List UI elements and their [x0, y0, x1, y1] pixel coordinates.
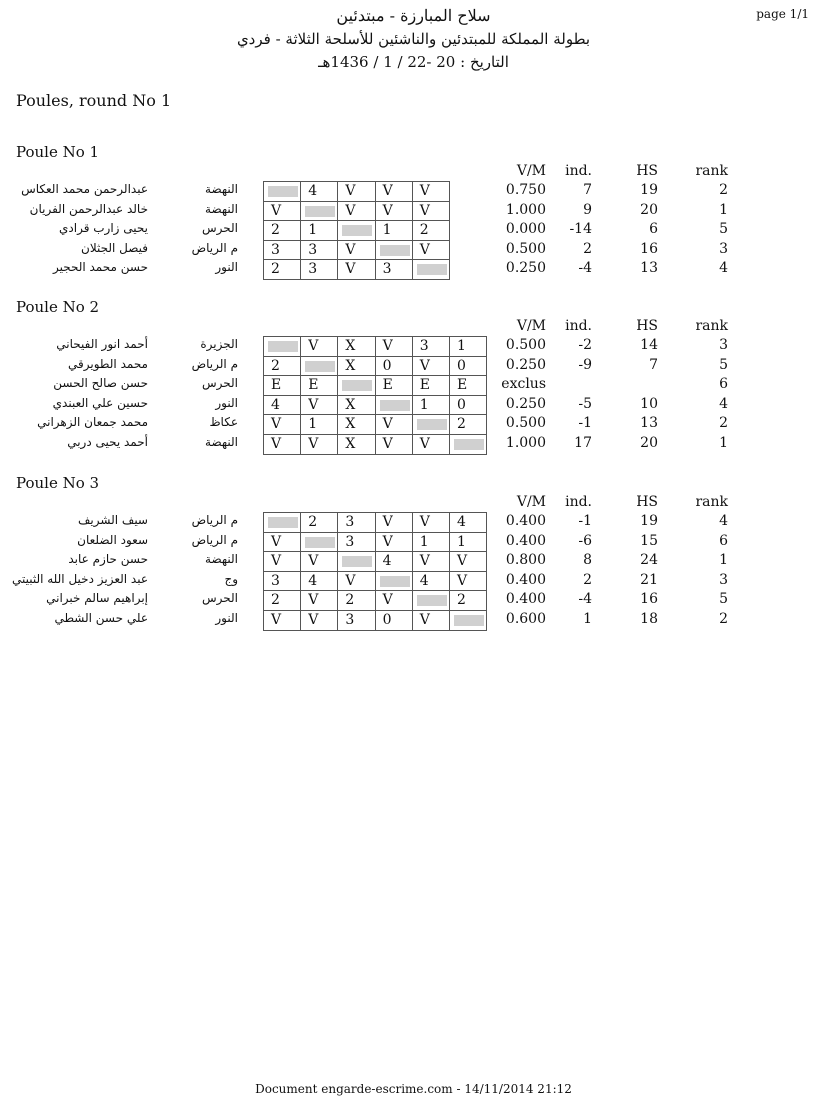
fencer-hs: 24: [640, 552, 658, 569]
fencer-club: النور: [215, 395, 238, 410]
bout-result-cell: 3: [338, 533, 375, 553]
bout-result-cell: 0: [450, 396, 487, 416]
fencer-rank: 6: [719, 532, 728, 549]
fencer-hs: 7: [649, 356, 658, 373]
fencer-name: سعود الضلعان: [77, 532, 148, 547]
round-title: Poules, round No 1: [16, 91, 172, 110]
bout-result-cell: V: [376, 202, 413, 222]
bout-result-cell: 4: [413, 572, 450, 592]
bout-result-cell: V: [450, 552, 487, 572]
fencer-vm: 0.750: [505, 182, 546, 198]
fencer-club: النهضة: [205, 182, 238, 196]
bout-result-cell: V: [338, 260, 375, 280]
fencer-name: سيف الشريف: [78, 513, 148, 527]
shaded-block: [268, 517, 298, 528]
page-number: page 1/1: [756, 7, 809, 21]
fencer-club: النهضة: [205, 201, 238, 216]
fencer-rank: 3: [719, 571, 728, 588]
poule-title: Poule No 2: [16, 298, 100, 316]
fencer-hs: 19: [640, 182, 658, 198]
fencer-ind: 1: [583, 611, 592, 627]
fencer-ind: -4: [578, 260, 592, 277]
fencer-name: أحمد يحيى دربي: [67, 435, 148, 449]
bout-grid: [263, 181, 450, 280]
shaded-block: [454, 439, 484, 450]
bout-result-cell: 1: [376, 221, 413, 241]
footer: Document engarde-escrime.com - 14/11/2014 21:12: [255, 1082, 572, 1096]
fencer-club: النور: [215, 260, 238, 275]
bout-result-cell: E: [376, 376, 413, 396]
bout-result-cell: V: [264, 611, 301, 631]
shaded-block: [305, 206, 335, 217]
bout-result-cell: 4: [301, 572, 338, 592]
fencer-vm: 0.400: [505, 532, 546, 549]
fencer-vm: 0.400: [505, 513, 546, 529]
bout-result-cell: V: [301, 591, 338, 611]
bout-result-cell: 3: [338, 611, 375, 631]
bout-result-cell: V: [264, 533, 301, 553]
column-header-hs: HS: [636, 318, 658, 334]
bout-result-cell: 3: [301, 241, 338, 261]
column-header-rank: rank: [695, 318, 728, 334]
fencer-club: النور: [215, 611, 238, 625]
bout-result-cell: V: [413, 435, 450, 455]
fencer-ind: 17: [574, 435, 592, 451]
column-header-rank: rank: [695, 494, 728, 510]
bout-result-cell: 4: [376, 552, 413, 572]
fencer-club: م الرياض: [191, 240, 238, 255]
fencer-name: حسين علي العبندي: [52, 395, 148, 410]
bout-result-cell: V: [413, 513, 450, 533]
bout-result-cell: 2: [264, 591, 301, 611]
bout-result-cell: 2: [338, 591, 375, 611]
self-bout-cell: [264, 182, 301, 202]
fencer-club: الحرس: [201, 591, 238, 606]
shaded-block: [417, 419, 447, 430]
fencer-rank: 2: [719, 182, 728, 198]
fencer-club: م الرياض: [191, 532, 238, 547]
fencer-hs: 20: [640, 201, 658, 218]
fencer-rank: 6: [719, 376, 728, 393]
fencer-ind: -4: [578, 591, 592, 608]
fencer-ind: -5: [578, 395, 592, 412]
bout-result-cell: V: [338, 241, 375, 261]
bout-result-cell: 1: [413, 396, 450, 416]
fencer-vm: 1.000: [505, 201, 546, 218]
fencer-club: وج: [224, 571, 238, 586]
column-header-ind: ind.: [565, 163, 592, 179]
bout-result-cell: E: [413, 376, 450, 396]
fencer-club: الحرس: [201, 221, 238, 236]
fencer-ind: -9: [578, 356, 592, 373]
fencer-club: الحرس: [201, 376, 238, 391]
fencer-name: فيصل الجثلان: [81, 240, 148, 255]
self-bout-cell: [413, 415, 450, 435]
fencer-vm: 0.250: [505, 260, 546, 277]
fencer-name: يحيى زارب قرادي: [59, 221, 148, 236]
fencer-rank: 3: [719, 240, 728, 257]
self-bout-cell: [413, 260, 450, 280]
bout-result-cell: V: [301, 396, 338, 416]
poule-title: Poule No 1: [16, 143, 100, 161]
bout-result-cell: V: [376, 533, 413, 553]
shaded-block: [380, 400, 410, 411]
fencer-ind: -1: [578, 513, 592, 529]
fencer-ind: -1: [578, 415, 592, 432]
bout-result-cell: 1: [450, 533, 487, 553]
bout-result-cell: 2: [264, 260, 301, 280]
bout-result-cell: V: [264, 415, 301, 435]
fencer-rank: 5: [719, 591, 728, 608]
poule-title: Poule No 3: [16, 474, 100, 492]
fencer-hs: 14: [640, 337, 658, 353]
bout-result-cell: V: [413, 611, 450, 631]
bout-result-cell: V: [413, 202, 450, 222]
bout-result-cell: V: [376, 337, 413, 357]
fencer-rank: 4: [719, 395, 728, 412]
bout-result-cell: E: [450, 376, 487, 396]
bout-grid: [263, 336, 487, 455]
fencer-hs: 13: [640, 260, 658, 277]
fencer-club: الجزيرة: [200, 337, 238, 351]
bout-result-cell: 3: [264, 241, 301, 261]
bout-result-cell: V: [301, 611, 338, 631]
fencer-vm: 0.400: [505, 571, 546, 588]
shaded-block: [417, 595, 447, 606]
self-bout-cell: [338, 552, 375, 572]
bout-result-cell: 2: [450, 591, 487, 611]
fencer-hs: 6: [649, 221, 658, 238]
fencer-rank: 1: [719, 201, 728, 218]
bout-result-cell: 0: [376, 357, 413, 377]
event-date: التاريخ : 20 -22 / 1 / 1436هـ: [318, 53, 509, 71]
bout-result-cell: 1: [301, 221, 338, 241]
fencer-club: النهضة: [205, 552, 238, 567]
self-bout-cell: [450, 435, 487, 455]
bout-result-cell: 1: [450, 337, 487, 357]
fencer-name: عبدالرحمن محمد العكاس: [21, 182, 148, 196]
bout-result-cell: E: [301, 376, 338, 396]
bout-result-cell: V: [264, 552, 301, 572]
bout-result-cell: X: [338, 357, 375, 377]
fencer-ind: -6: [578, 532, 592, 549]
bout-result-cell: V: [376, 591, 413, 611]
self-bout-cell: [264, 513, 301, 533]
bout-result-cell: 3: [413, 337, 450, 357]
bout-result-cell: 3: [338, 513, 375, 533]
bout-result-cell: V: [264, 202, 301, 222]
bout-result-cell: 2: [264, 357, 301, 377]
self-bout-cell: [450, 611, 487, 631]
fencer-rank: 2: [719, 415, 728, 432]
fencer-vm: exclus: [501, 376, 546, 393]
fencer-rank: 1: [719, 435, 728, 451]
fencer-vm: 0.500: [505, 415, 546, 432]
bout-result-cell: V: [338, 572, 375, 592]
bout-result-cell: V: [413, 182, 450, 202]
self-bout-cell: [376, 572, 413, 592]
fencer-club: النهضة: [205, 435, 238, 449]
fencer-vm: 0.500: [505, 337, 546, 353]
bout-result-cell: 2: [413, 221, 450, 241]
fencer-rank: 4: [719, 260, 728, 277]
fencer-vm: 0.600: [505, 611, 546, 627]
championship-title: بطولة المملكة للمبتدئين والناشئين للأسلحة الثلاثة - فردي: [236, 30, 591, 48]
shaded-block: [305, 361, 335, 372]
fencer-name: حسن صالح الحسن: [53, 376, 148, 391]
shaded-block: [380, 245, 410, 256]
fencer-name: علي حسن الشطي: [54, 611, 148, 625]
fencer-hs: 16: [640, 240, 658, 257]
bout-result-cell: V: [301, 552, 338, 572]
column-header-ind: ind.: [565, 318, 592, 334]
fencer-hs: 19: [640, 513, 658, 529]
bout-result-cell: 2: [264, 221, 301, 241]
bout-result-cell: V: [376, 435, 413, 455]
fencer-rank: 5: [719, 221, 728, 238]
bout-result-cell: 4: [450, 513, 487, 533]
bout-result-cell: 2: [301, 513, 338, 533]
bout-result-cell: 3: [301, 260, 338, 280]
self-bout-cell: [376, 241, 413, 261]
fencer-hs: 10: [640, 395, 658, 412]
fencer-vm: 0.800: [505, 552, 546, 569]
bout-result-cell: V: [264, 435, 301, 455]
bout-result-cell: V: [301, 435, 338, 455]
bout-result-cell: 2: [450, 415, 487, 435]
bout-result-cell: V: [450, 572, 487, 592]
bout-result-cell: X: [338, 396, 375, 416]
fencer-ind: 2: [583, 240, 592, 257]
bout-result-cell: 4: [301, 182, 338, 202]
fencer-name: خالد عبدالرحمن الفريان: [29, 201, 148, 216]
bout-result-cell: X: [338, 337, 375, 357]
fencer-rank: 4: [719, 513, 728, 529]
bout-result-cell: 3: [376, 260, 413, 280]
column-header-vm: V/M: [516, 494, 546, 510]
fencer-ind: 7: [583, 182, 592, 198]
shaded-block: [380, 576, 410, 587]
fencer-ind: -14: [569, 221, 592, 238]
fencer-name: إبراهيم سالم خبراني: [46, 591, 148, 606]
fencer-rank: 2: [719, 611, 728, 627]
fencer-hs: 16: [640, 591, 658, 608]
bout-result-cell: V: [413, 552, 450, 572]
bout-result-cell: X: [338, 435, 375, 455]
fencer-ind: 2: [583, 571, 592, 588]
bout-result-cell: 3: [264, 572, 301, 592]
bout-result-cell: X: [338, 415, 375, 435]
fencer-name: حسن محمد الحجير: [52, 260, 148, 275]
bout-grid: [263, 512, 487, 631]
bout-result-cell: V: [413, 241, 450, 261]
bout-result-cell: V: [338, 202, 375, 222]
fencer-hs: 21: [640, 571, 658, 588]
weapon-title: سلاح المبارزة - مبتدئين: [336, 6, 491, 25]
bout-result-cell: V: [376, 182, 413, 202]
self-bout-cell: [301, 357, 338, 377]
shaded-block: [342, 380, 372, 391]
fencer-vm: 1.000: [505, 435, 546, 451]
self-bout-cell: [376, 396, 413, 416]
column-header-vm: V/M: [516, 318, 546, 334]
fencer-club: عكاظ: [209, 415, 238, 430]
bout-result-cell: E: [264, 376, 301, 396]
shaded-block: [268, 341, 298, 352]
column-header-hs: HS: [636, 494, 658, 510]
fencer-club: م الرياض: [191, 513, 238, 527]
self-bout-cell: [413, 591, 450, 611]
shaded-block: [417, 264, 447, 275]
self-bout-cell: [301, 533, 338, 553]
bout-result-cell: V: [376, 415, 413, 435]
self-bout-cell: [338, 221, 375, 241]
bout-result-cell: 1: [301, 415, 338, 435]
fencer-hs: 18: [640, 611, 658, 627]
self-bout-cell: [301, 202, 338, 222]
fencer-hs: 20: [640, 435, 658, 451]
fencer-ind: 9: [583, 201, 592, 218]
fencer-club: م الرياض: [191, 356, 238, 371]
fencer-vm: 0.400: [505, 591, 546, 608]
column-header-ind: ind.: [565, 494, 592, 510]
fencer-ind: -2: [578, 337, 592, 353]
column-header-vm: V/M: [516, 163, 546, 179]
bout-result-cell: 1: [413, 533, 450, 553]
bout-result-cell: V: [413, 357, 450, 377]
bout-result-cell: V: [338, 182, 375, 202]
shaded-block: [268, 186, 298, 197]
fencer-ind: 8: [583, 552, 592, 569]
bout-result-cell: 4: [264, 396, 301, 416]
fencer-hs: 15: [640, 532, 658, 549]
column-header-rank: rank: [695, 163, 728, 179]
self-bout-cell: [264, 337, 301, 357]
fencer-rank: 1: [719, 552, 728, 569]
shaded-block: [342, 225, 372, 236]
fencer-vm: 0.000: [505, 221, 546, 238]
bout-result-cell: V: [376, 513, 413, 533]
fencer-vm: 0.250: [505, 356, 546, 373]
fencer-name: محمد الطويرقي: [68, 356, 148, 371]
fencer-name: أحمد انور الفيحاني: [56, 337, 148, 351]
fencer-vm: 0.250: [505, 395, 546, 412]
bout-result-cell: V: [301, 337, 338, 357]
bout-result-cell: 0: [450, 357, 487, 377]
shaded-block: [342, 556, 372, 567]
fencer-name: حسن حازم عابد: [68, 552, 148, 567]
bout-result-cell: 0: [376, 611, 413, 631]
fencer-name: عبد العزيز دخيل الله الثبيتي: [11, 571, 148, 586]
fencer-rank: 3: [719, 337, 728, 353]
fencer-hs: 13: [640, 415, 658, 432]
fencer-rank: 5: [719, 356, 728, 373]
self-bout-cell: [338, 376, 375, 396]
fencer-name: محمد جمعان الزهراني: [37, 415, 148, 430]
column-header-hs: HS: [636, 163, 658, 179]
fencer-vm: 0.500: [505, 240, 546, 257]
shaded-block: [305, 537, 335, 548]
shaded-block: [454, 615, 484, 626]
